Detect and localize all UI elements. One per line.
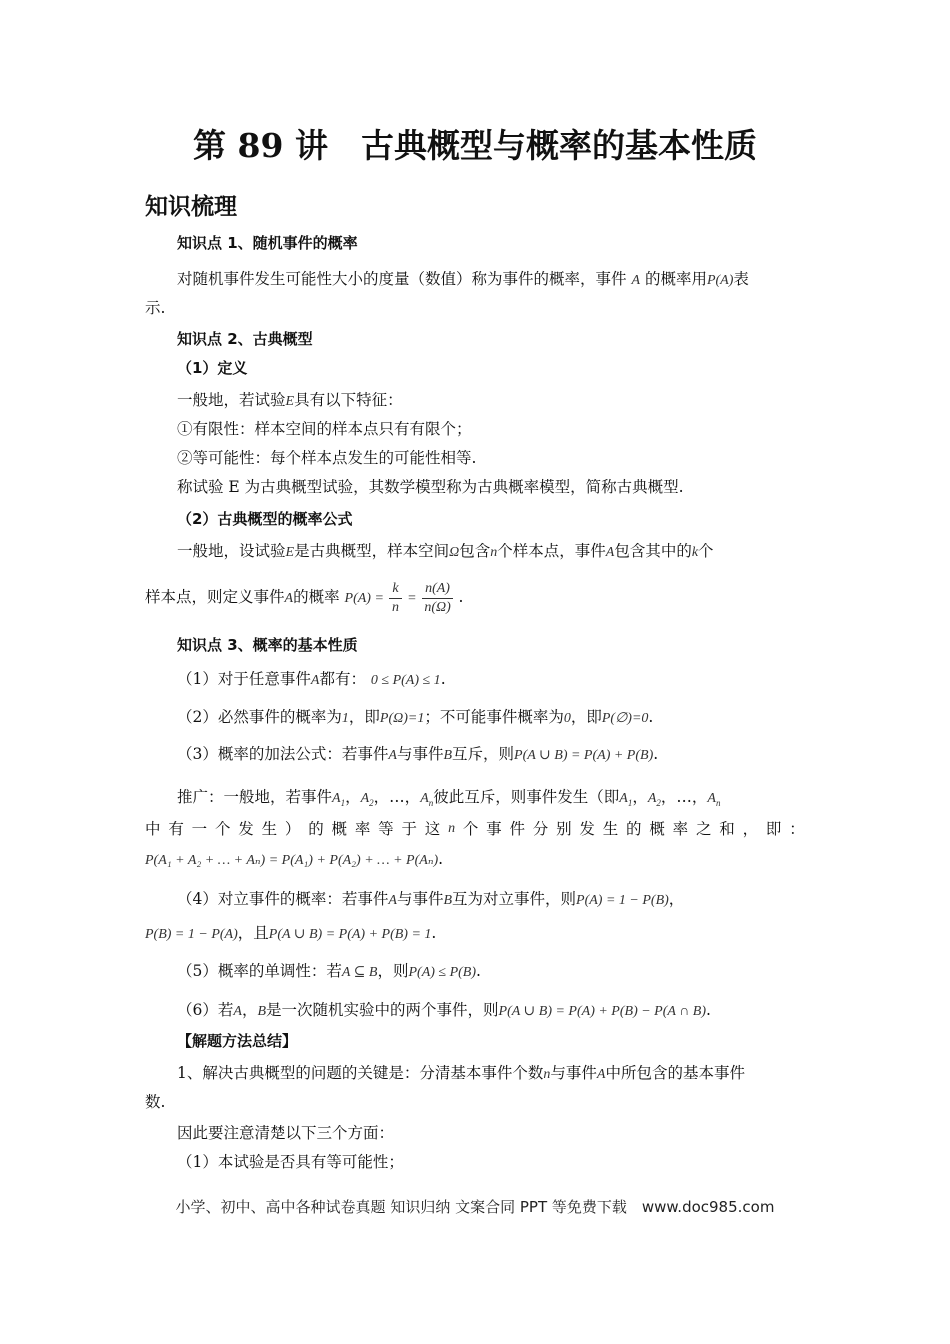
kp1-line2: 示.	[145, 299, 166, 317]
kp3-p1: （1）对于任意事件A都有： 0 ≤ P(A) ≤ 1.	[177, 670, 446, 688]
kp3-general-line1: 推广：一般地，若事件$A_1$，$A_2$，…，$A_n$彼此互斥，则事件发生（即$A_1$，$A_2$，…，$A_n$	[177, 788, 721, 808]
spread-char: 事	[486, 820, 502, 838]
kp2-def-heading: （1）定义	[177, 359, 248, 377]
spread-char: 率	[354, 820, 371, 838]
spread-char: 的	[308, 820, 324, 838]
spread-char: 件	[509, 820, 525, 838]
kp2-def4: 称试验 E 为古典概型试验，其数学模型称为古典概率模型，简称古典概型.	[177, 478, 684, 496]
kp3-p4: （4）对立事件的概率：若事件A与事件B互为对立事件，则P(A) = 1 − P(B)，	[177, 890, 685, 908]
kp3-p3: （3）概率的加法公式：若事件A与事件B互斥，则P(A ∪ B) = P(A) + P(B).	[177, 745, 659, 763]
kp2-def1: 一般地，若试验E具有以下特征：	[177, 391, 403, 409]
spread-char: ，	[742, 820, 759, 838]
spread-char: 和	[719, 820, 735, 838]
kp2-def2: ①有限性：样本空间的样本点只有有限个；	[177, 420, 472, 438]
spread-char: 中	[145, 820, 161, 838]
spread-char: 之	[695, 820, 712, 838]
kp3-p4-line2: P(B) = 1 − P(A)，且P(A ∪ B) = P(A) + P(B) = 1.	[145, 924, 437, 942]
spread-char: 一	[191, 820, 208, 838]
spread-char: 有	[168, 820, 184, 838]
kp2-formula-line2: 样本点，则定义事件A的概率 P(A) = $\frac{k}{n}$ = $\frac{n(A)}{n(\Omega)}$ .	[145, 581, 464, 616]
kp3-general-line2	[145, 818, 805, 840]
kp2-def3: ②等可能性：每个样本点发生的可能性相等.	[177, 449, 477, 467]
section-heading: 知识梳理	[145, 194, 237, 220]
spread-char: 的	[626, 820, 642, 838]
method-m4: （1）本试验是否具有等可能性；	[177, 1153, 404, 1171]
kp2-heading: 知识点 2、古典概型	[177, 330, 313, 348]
page-title: 第 89 讲 古典概型与概率的基本性质	[193, 126, 757, 165]
method-heading: 【解题方法总结】	[177, 1032, 298, 1050]
kp1-line1: 对随机事件发生可能性大小的度量（数值）称为事件的概率，事件 A 的概率用P(A)表	[177, 270, 749, 288]
method-m1: 1、解决古典概型的问题的关键是：分清基本事件个数n与事件A中所包含的基本事件	[177, 1064, 745, 1082]
general-spread-text	[145, 818, 805, 840]
spread-char: 等	[378, 820, 394, 838]
kp3-p6: （6）若A，B是一次随机实验中的两个事件，则P(A ∪ B) = P(A) + P(B) − P(A ∩ B).	[177, 1001, 711, 1019]
spread-char: 生	[261, 820, 278, 838]
spread-char: ）	[284, 820, 301, 838]
spread-char: 这	[424, 820, 441, 838]
spread-char: 于	[401, 820, 417, 838]
spread-char: ：	[789, 820, 805, 838]
spread-char: 别	[556, 820, 572, 838]
spread-char: 分	[532, 820, 549, 838]
spread-char: 率	[672, 820, 689, 838]
page-footer: 小学、初中、高中各种试卷真题 知识归纳 文案合同 PPT 等免费下载 www.doc985.com	[175, 1198, 775, 1216]
kp1-heading: 知识点 1、随机事件的概率	[177, 234, 358, 252]
kp2-formula-line1: 一般地，设试验E是古典概型，样本空间Ω包含n个样本点，事件A包含其中的k个	[177, 542, 714, 560]
kp3-general-sum: P(A₁ + A₂ + … + Aₙ) = P(A₁) + P(A₂) + … + P(Aₙ).	[145, 850, 444, 868]
kp2-formula-heading: （2）古典概型的概率公式	[177, 510, 353, 528]
formula-prob: P(A) = $\frac{k}{n}$ = $\frac{n(A)}{n(\Omega)}$	[345, 591, 459, 606]
kp3-p2: （2）必然事件的概率为1，即P(Ω)=1；不可能事件概率为0，即P(∅)=0.	[177, 708, 654, 726]
method-m3: 因此要注意清楚以下三个方面：	[177, 1124, 395, 1142]
spread-char: 发	[238, 820, 254, 838]
spread-char: 个	[462, 820, 479, 838]
spread-char: 概	[331, 820, 348, 838]
spread-char: 概	[649, 820, 665, 838]
kp3-heading: 知识点 3、概率的基本性质	[177, 636, 358, 654]
spread-char: 发	[579, 820, 595, 838]
spread-char: 即	[765, 820, 782, 838]
spread-char: 个	[214, 820, 231, 838]
spread-char: n	[448, 821, 456, 836]
kp3-p5: （5）概率的单调性：若A ⊆ B，则P(A) ≤ P(B).	[177, 962, 481, 980]
spread-char: 生	[602, 820, 619, 838]
method-m2: 数.	[145, 1093, 166, 1111]
